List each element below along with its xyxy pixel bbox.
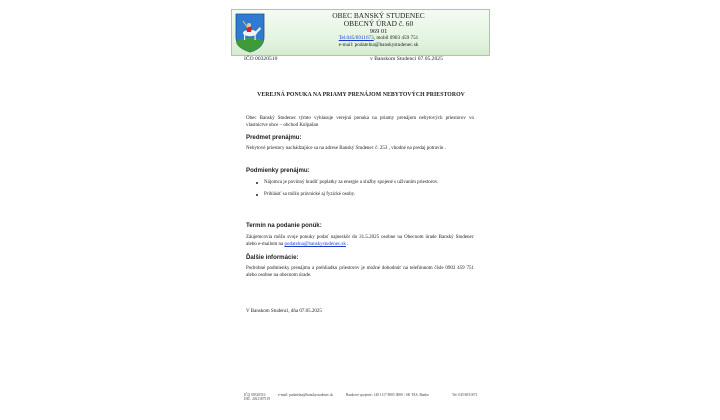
bullet-icon bbox=[256, 194, 258, 196]
footer-ico: IČO 00320510 bbox=[244, 393, 266, 397]
municipality-name: OBEC BANSKÝ STUDENEC bbox=[332, 11, 425, 20]
place-date: v Banskom Studenci 07.05.2025 bbox=[370, 56, 443, 62]
footer-email: e-mail: podatelna@banskystudenec.sk bbox=[278, 393, 334, 397]
list-item bbox=[256, 192, 474, 199]
deadline-text: Záujemcovia môžu svoje ponuky podať najneskôr do 31.5.2025 osobne na Obecnom úrade Banský Studenec alebo e-mailom na bbox=[246, 235, 474, 247]
footer-dic: DIČ: 2021187519 bbox=[244, 397, 270, 402]
signoff: V Banskom Studenci, dňa 07.05.2025 bbox=[246, 309, 322, 314]
email-line: e-mail: podatelna@banskystudenec.sk bbox=[338, 42, 419, 49]
mobile-text: , mobil 0903 459 751 bbox=[373, 35, 419, 42]
office-name: OBECNÝ ÚRAD č. 60 bbox=[343, 18, 414, 28]
phone-line bbox=[272, 35, 485, 42]
info-heading: Ďalšie informácie: bbox=[246, 254, 299, 261]
subject-heading: Predmet prenájmu: bbox=[246, 134, 302, 141]
deadline-heading: Termín na podanie ponúk: bbox=[246, 222, 322, 229]
deadline-email-link[interactable]: podatelna@banskystudenec.sk bbox=[284, 241, 346, 247]
intro-paragraph: Obec Banský Studenec týmto vyhlasuje verejnú ponuka na priamy prenájom nebytových priestorov vo vlastníctve obce – obchod Kolpašan bbox=[246, 116, 474, 128]
letterhead bbox=[231, 9, 490, 56]
condition-text: Nájomca je povinný hradiť poplatky za energie a služby spojené s užívaním priestorov. bbox=[264, 180, 439, 185]
conditions-list bbox=[256, 180, 474, 198]
phone-link[interactable]: Tel.045/6911673 bbox=[338, 35, 374, 42]
bullet-icon bbox=[256, 182, 258, 184]
document-title: VEREJNÁ PONUKA NA PRIAMY PRENÁJOM NEBYTOVÝCH PRIESTOROV bbox=[257, 92, 465, 98]
coat-of-arms-icon bbox=[235, 13, 265, 53]
footer-bank: Bankové spojenie: 140 1117 8005 0000 / SK TAS, Banka bbox=[346, 393, 429, 397]
condition-text: Prihlásiť sa môžu právnické aj fyzické osoby. bbox=[264, 191, 356, 197]
deadline-text-end: . bbox=[345, 241, 349, 247]
ico-number: IČO 00320510 bbox=[244, 56, 278, 62]
deadline-paragraph bbox=[246, 235, 474, 248]
info-paragraph: Podrobné podmienky prenájmu a prehliadku priestorov je možné dohodnúť na telefónnom čísle 0903 459 751 alebo osobne na obecnom úrade. bbox=[246, 266, 474, 278]
footer-phone: Tel: 045/6911673 bbox=[452, 393, 478, 397]
conditions-heading: Podmienky prenájmu: bbox=[246, 167, 310, 174]
letterhead-text bbox=[272, 12, 485, 48]
footer-ids bbox=[244, 393, 270, 402]
postal-code: 969 01 bbox=[369, 27, 388, 35]
subject-paragraph: Nebytové priestory nachádzajúce sa na adrese Banský Studenec č. 253 , vhodné na predaj potravín . bbox=[246, 146, 446, 151]
list-item bbox=[256, 180, 474, 187]
